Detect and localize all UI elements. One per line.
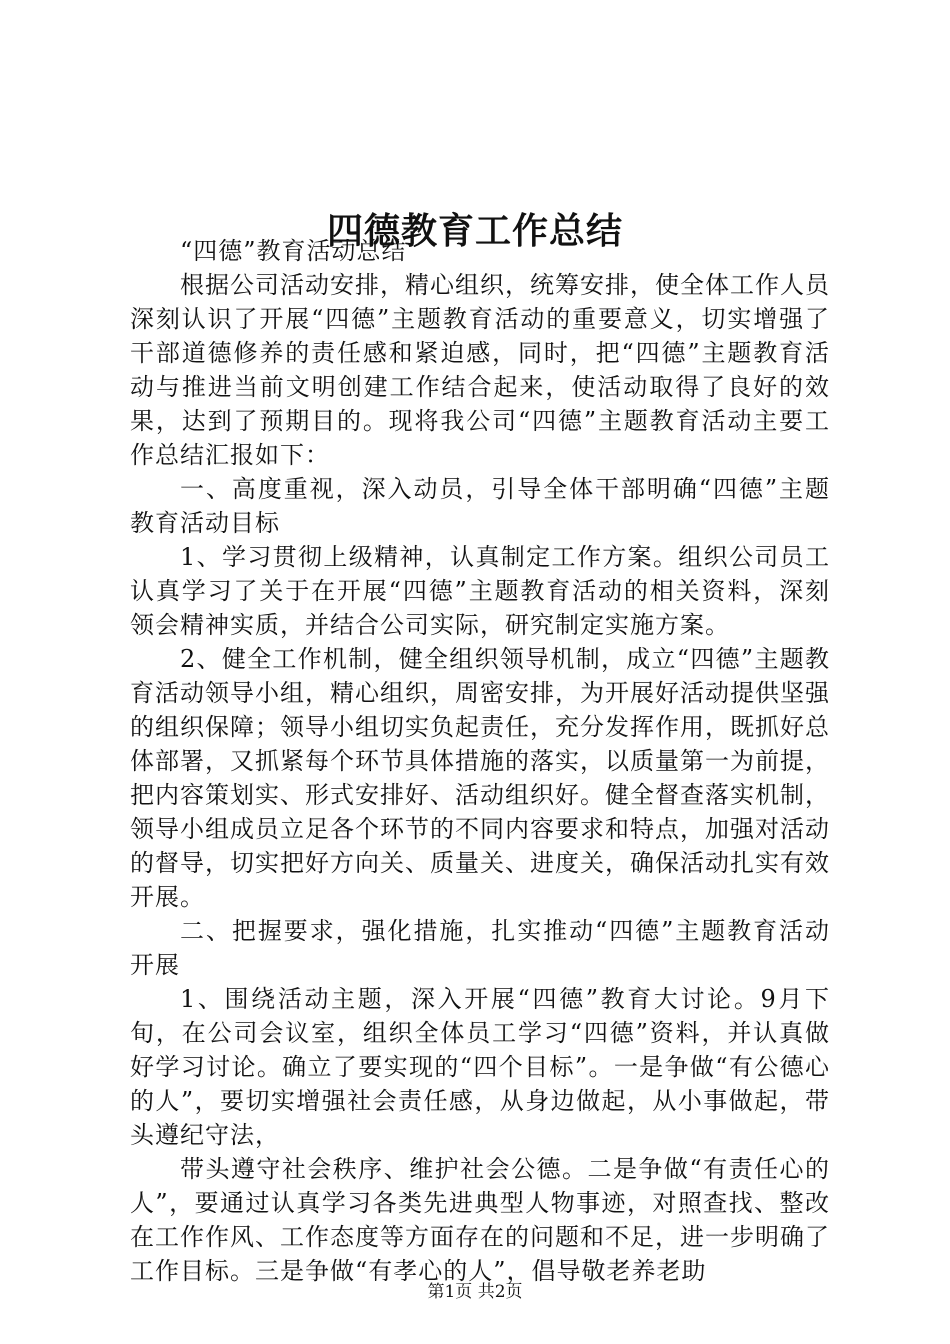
paragraph-1-2: 2、健全工作机制，健全组织领导机制，成立“四德”主题教育活动领导小组，精心组织，周密安排，为开展好活动提供坚强的组织保障；领导小组切实负起责任，充分发挥作用，既抓好总体部署，又抓紧每个环节具体措施的落实，以质量第一为前提，把内容策划实、形式安排好、活动组织好。健全督查落实机制，领导小组成员立足各个环节的不同内容要求和特点，加强对活动的督导，切实把好方向关、质量关、进度关，确保活动扎实有效开展。	[130, 645, 830, 911]
paragraph-intro: 根据公司活动安排，精心组织，统筹安排，使全体工作人员深刻认识了开展“四德”主题教育活动的重要意义，切实增强了干部道德修养的责任感和紧迫感，同时，把“四德”主题教育活动与推进当前文明创建工作结合起来，使活动取得了良好的效果，达到了预期目的。现将我公司“四德”主题教育活动主要工作总结汇报如下：	[130, 271, 830, 469]
paragraph-2-1-continued: 带头遵守社会秩序、维护社会公德。二是争做“有责任心的人”，要通过认真学习各类先进典型人物事迹，对照查找、整改在工作作风、工作态度等方面存在的问题和不足，进一步明确了工作目标。三是争做“有孝心的人”，倡导敬老养老助	[130, 1155, 830, 1285]
section-heading-1: 一、高度重视，深入动员，引导全体干部明确“四德”主题教育活动目标	[130, 475, 830, 537]
document-body	[130, 234, 830, 1288]
paragraph-subtitle: “四德”教育活动总结	[180, 237, 407, 265]
page-footer: 第1页 共2页	[427, 1282, 523, 1302]
section-heading-2: 二、把握要求，强化措施，扎实推动“四德”主题教育活动开展	[130, 917, 830, 979]
paragraph-1-1: 1、学习贯彻上级精神，认真制定工作方案。组织公司员工认真学习了关于在开展“四德”主题教育活动的相关资料，深刻领会精神实质，并结合公司实际，研究制定实施方案。	[130, 543, 830, 639]
paragraph-2-1: 1、围绕活动主题，深入开展“四德”教育大讨论。9月下旬，在公司会议室，组织全体员工学习“四德”资料，并认真做好学习讨论。确立了要实现的“四个目标”。一是争做“有公德心的人”，要切实增强社会责任感，从身边做起，从小事做起，带头遵纪守法，	[130, 985, 830, 1149]
document-title: 四德教育工作总结	[326, 210, 623, 253]
